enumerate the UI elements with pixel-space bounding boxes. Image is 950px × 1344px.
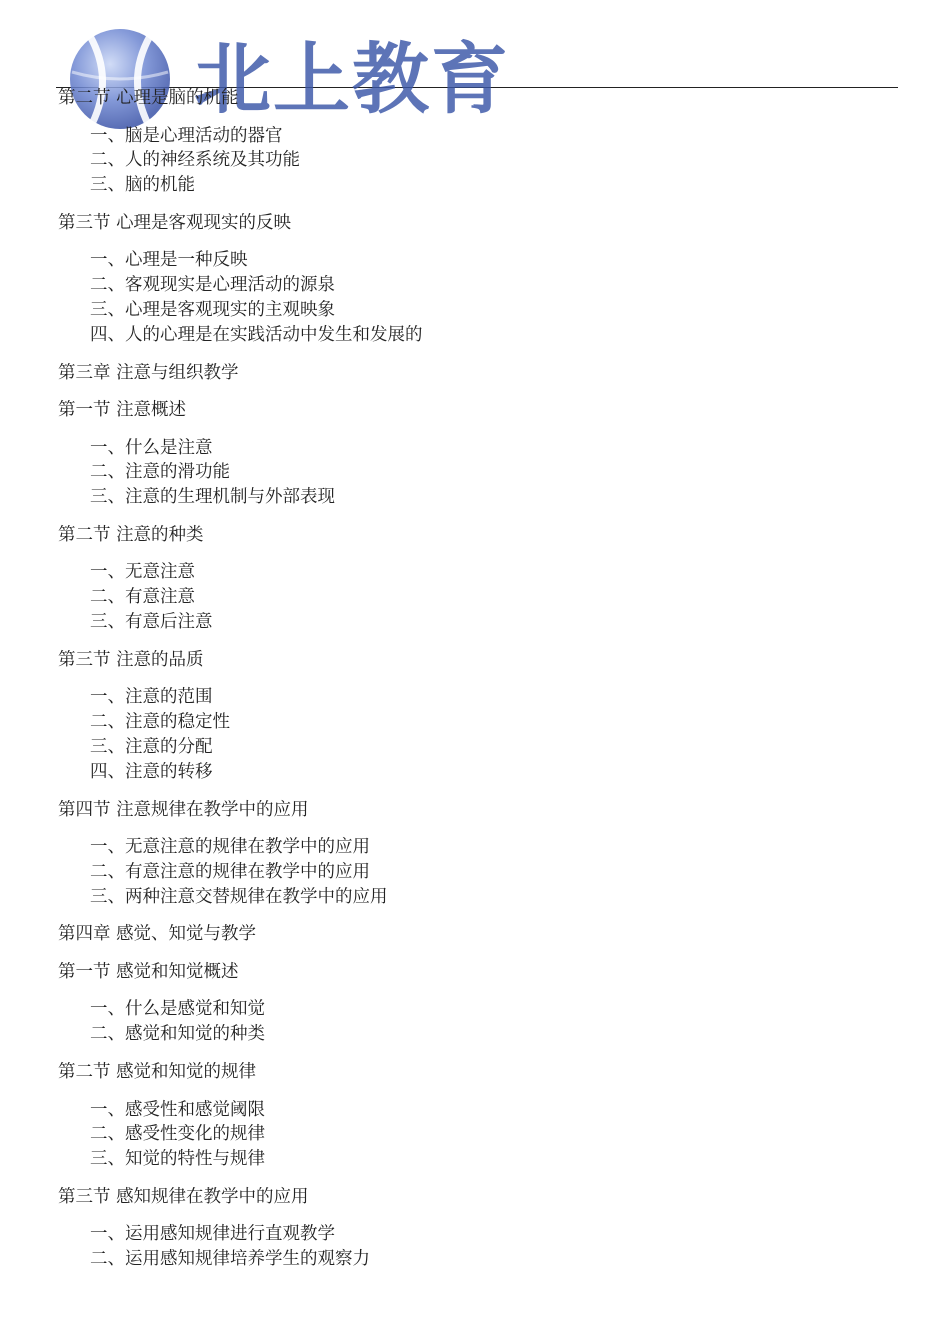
item-list xyxy=(58,1098,898,1172)
item-list xyxy=(58,560,898,634)
item-list xyxy=(58,997,898,1047)
section-heading: 第三节 注意的品质 xyxy=(58,649,204,670)
list-item: 三、知觉的特性与规律 xyxy=(90,1149,265,1170)
list-item: 一、心理是一种反映 xyxy=(90,250,248,271)
item-list xyxy=(58,1222,898,1272)
list-item: 一、运用感知规律进行直观教学 xyxy=(90,1224,335,1245)
list-item: 三、脑的机能 xyxy=(90,175,195,196)
list-item: 二、客观现实是心理活动的源泉 xyxy=(90,275,335,296)
section-heading: 第二节 心理是脑的机能 xyxy=(58,88,239,108)
list-item: 二、注意的滑功能 xyxy=(90,462,230,483)
list-item: 一、感受性和感觉阈限 xyxy=(90,1099,265,1120)
section-heading: 第二节 注意的种类 xyxy=(58,524,204,545)
item-list xyxy=(58,124,898,198)
list-item: 一、什么是注意 xyxy=(90,437,213,458)
list-item: 三、注意的分配 xyxy=(90,736,213,757)
section-heading: 第三节 感知规律在教学中的应用 xyxy=(58,1186,309,1207)
list-item: 三、两种注意交替规律在教学中的应用 xyxy=(90,886,388,907)
item-list xyxy=(58,835,898,909)
list-item: 四、人的心理是在实践活动中发生和发展的 xyxy=(90,324,423,345)
section-heading: 第三节 心理是客观现实的反映 xyxy=(58,212,292,233)
list-item: 二、运用感知规律培养学生的观察力 xyxy=(90,1249,370,1270)
section-heading: 第二节 感觉和知觉的规律 xyxy=(58,1062,257,1083)
section-heading: 第一节 感觉和知觉概述 xyxy=(58,961,239,982)
list-item: 二、人的神经系统及其功能 xyxy=(90,150,300,171)
list-item: 三、注意的生理机制与外部表现 xyxy=(90,487,335,508)
list-item: 一、无意注意的规律在教学中的应用 xyxy=(90,837,370,858)
list-item: 三、心理是客观现实的主观映象 xyxy=(90,299,335,320)
item-list xyxy=(58,248,898,347)
list-item: 三、有意后注意 xyxy=(90,612,213,633)
chapter-heading: 第四章 感觉、知觉与教学 xyxy=(58,924,257,945)
list-item: 一、注意的范围 xyxy=(90,687,213,708)
chapter-heading: 第三章 注意与组织教学 xyxy=(58,362,239,383)
list-item: 一、脑是心理活动的器官 xyxy=(90,125,283,146)
table-of-contents xyxy=(58,86,898,1272)
item-list xyxy=(58,436,898,510)
list-item: 二、感觉和知觉的种类 xyxy=(90,1024,265,1045)
list-item: 一、无意注意 xyxy=(90,562,195,583)
list-item: 二、有意注意的规律在教学中的应用 xyxy=(90,861,370,882)
logo-text: 北上教育 xyxy=(194,36,510,125)
list-item: 二、注意的稳定性 xyxy=(90,712,230,733)
list-item: 一、什么是感觉和知觉 xyxy=(90,999,265,1020)
list-item: 二、感受性变化的规律 xyxy=(90,1124,265,1145)
list-item: 四、注意的转移 xyxy=(90,761,213,782)
section-heading: 第一节 注意概述 xyxy=(58,400,187,421)
section-heading: 第四节 注意规律在教学中的应用 xyxy=(58,799,309,820)
list-item: 二、有意注意 xyxy=(90,587,195,608)
item-list xyxy=(58,685,898,784)
